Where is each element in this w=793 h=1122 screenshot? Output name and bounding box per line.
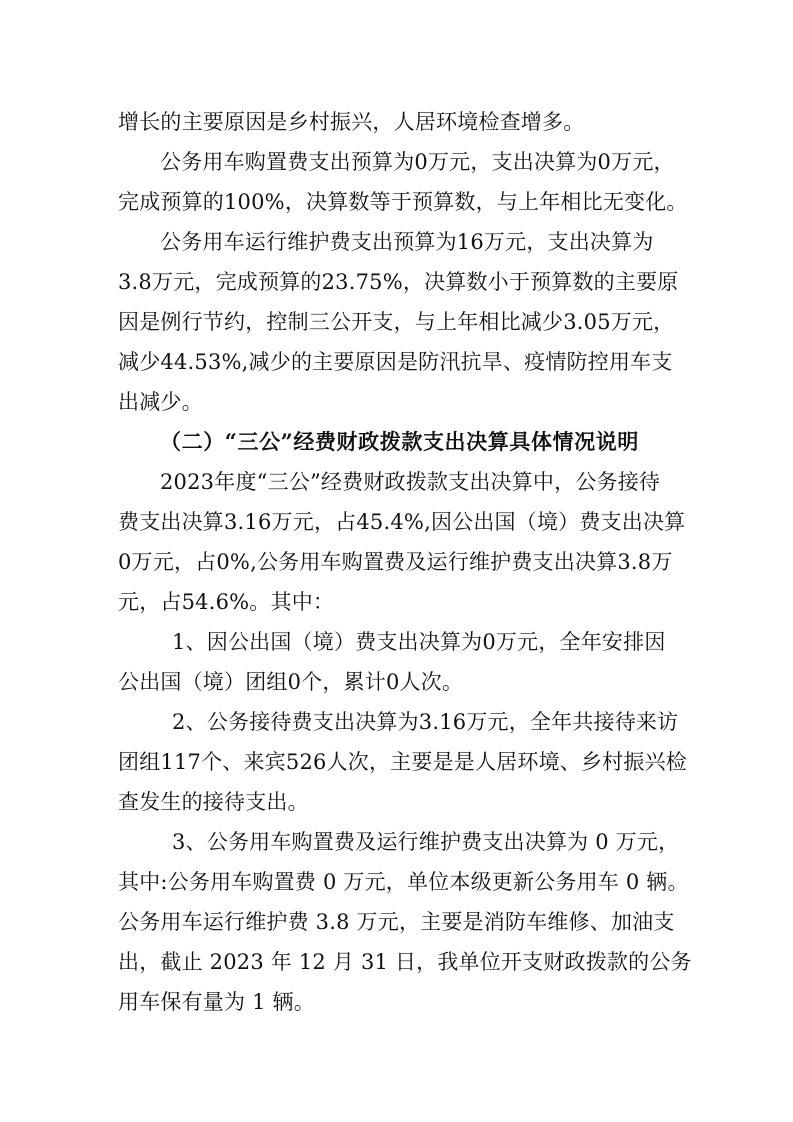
- list-item-3-line-4: 出，截止 2023 年 12 月 31 日，我单位开支财政拨款的公务: [118, 950, 692, 974]
- paragraph-line-10: 2023年度“三公”经费财政拨款支出决算中，公务接待: [160, 470, 661, 494]
- list-item-2-line-3: 查发生的接待支出。: [118, 790, 309, 814]
- paragraph-line-6: 因是例行节约，控制三公开支，与上年相比减少3.05万元，: [118, 310, 675, 334]
- paragraph-line-13: 元，占54.6%。其中：: [118, 590, 335, 614]
- list-item-3-line-1: 3、公务用车购置费及运行维护费支出决算为 0 万元，: [172, 830, 680, 854]
- list-item-1-line-2: 公出国（境）团组0个，累计0人次。: [118, 670, 464, 694]
- list-item-3-line-3: 公务用车运行维护费 3.8 万元，主要是消防车维修、加油支: [118, 910, 675, 934]
- paragraph-line-3: 完成预算的100%，决算数等于预算数，与上年相比无变化。: [118, 190, 688, 214]
- paragraph-line-2: 公务用车购置费支出预算为0万元，支出决算为0万元，: [160, 150, 675, 174]
- section-heading: （二）“三公”经费财政拨款支出决算具体情况说明: [160, 429, 639, 454]
- paragraph-line-12: 0万元，占0%,公务用车购置费及运行维护费支出决算3.8万: [118, 550, 673, 574]
- list-item-2-line-2: 团组117个、来宾526人次，主要是是人居环境、乡村振兴检: [118, 750, 687, 774]
- paragraph-line-8: 出减少。: [118, 390, 203, 414]
- list-item-3-line-5: 用车保有量为 1 辆。: [118, 990, 315, 1014]
- paragraph-line-4: 公务用车运行维护费支出预算为16万元，支出决算为: [160, 230, 654, 254]
- list-item-1-line-1: 1、因公出国（境）费支出决算为0万元，全年安排因: [172, 630, 666, 654]
- list-item-3-line-2: 其中:公务用车购置费 0 万元，单位本级更新公务用车 0 辆。: [118, 870, 689, 894]
- paragraph-line-1: 增长的主要原因是乡村振兴，人居环境检查增多。: [118, 110, 585, 134]
- list-item-2-line-1: 2、公务接待费支出决算为3.16万元，全年共接待来访: [172, 710, 679, 734]
- paragraph-line-5: 3.8万元，完成预算的23.75%，决算数小于预算数的主要原: [118, 270, 679, 294]
- paragraph-line-7: 减少44.53%,减少的主要原因是防汛抗旱、疫情防控用车支: [118, 350, 673, 374]
- paragraph-line-11: 费支出决算3.16万元，占45.4%,因公出国（境）费支出决算: [118, 510, 686, 534]
